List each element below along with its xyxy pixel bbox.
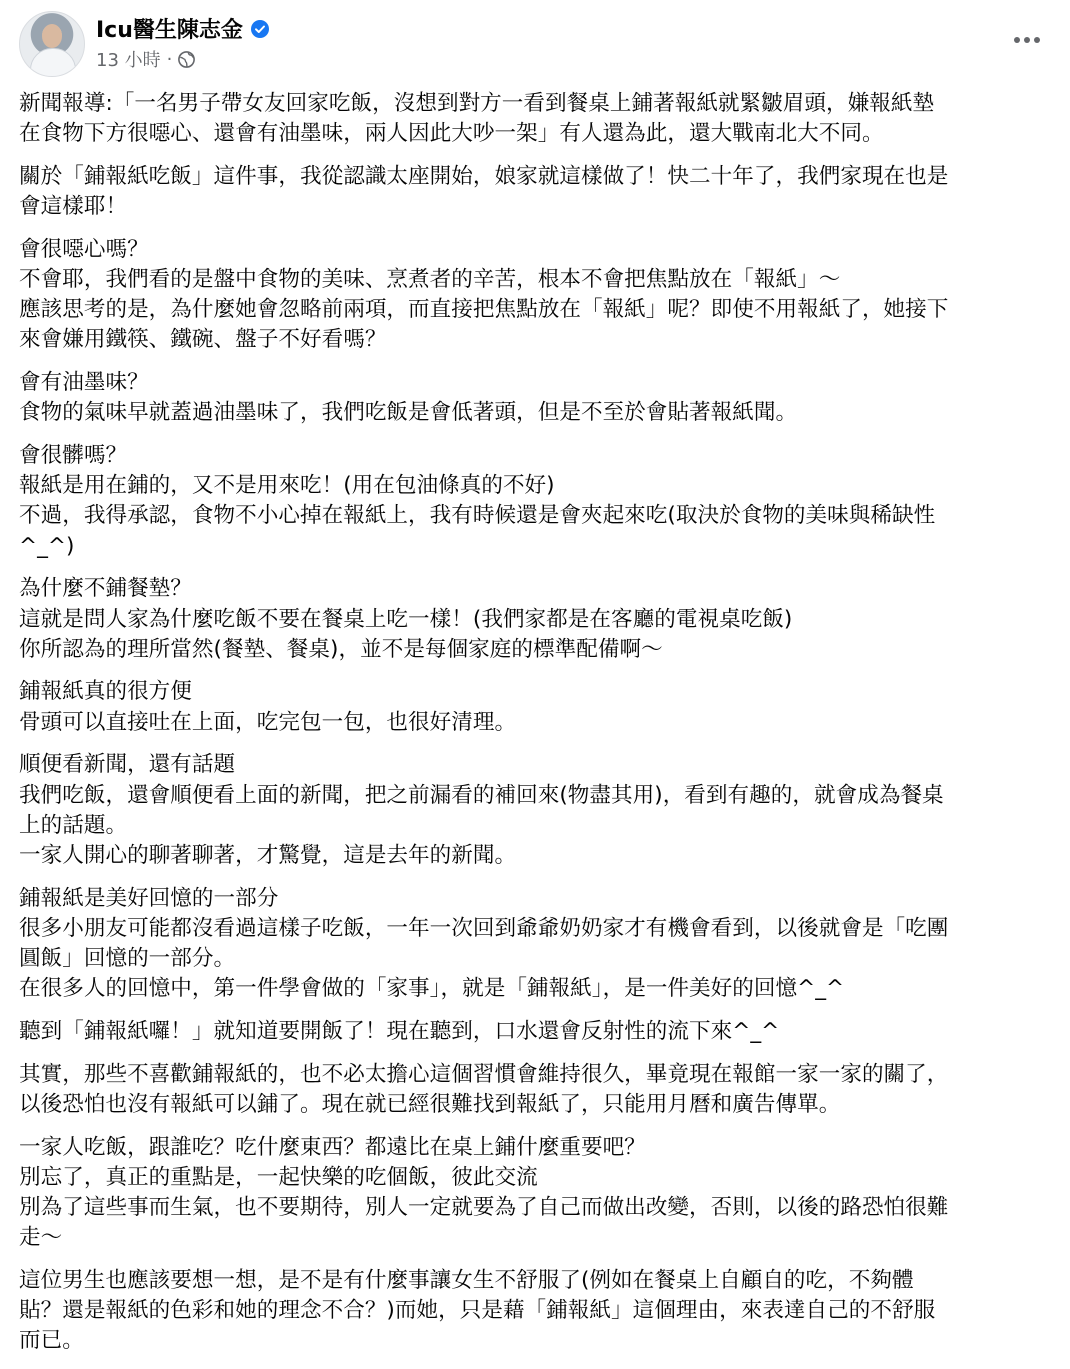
author-row: [96, 13, 269, 44]
avatar-coat-shape: [30, 48, 76, 77]
post-paragraph: 會很髒嗎？ 報紙是用在鋪的，又不是用來吃！(用在包油條真的不好) 不過，我得承認，食物不小心掉在報紙上，我有時候還是會夾起來吃(取決於食物的美味與稀缺性 ^_^): [19, 443, 936, 559]
post-paragraph: 鋪報紙是美好回憶的一部分 很多小朋友可能都沒看過這樣子吃飯，一年一次回到爺爺奶奶家才有機會看到，以後就會是「吃團 圓飯」回憶的一部分。 在很多人的回憶中，第一件學會做的「家事」，就是「鋪報紙」，是一件美好的回憶^_^: [19, 885, 949, 1002]
post-header: [0, 0, 1070, 86]
avatar-face-shape: [42, 24, 62, 48]
post-paragraph: 一家人吃飯，跟誰吃？吃什麼東西？都遠比在桌上鋪什麼重要吧？ 別忘了，真正的重點是，一起快樂的吃個飯，彼此交流 別為了這些事而生氣，也不要期待，別人一定就要為了自己而做出改變，否則，以後的路恐怕很難 走～: [19, 1134, 949, 1251]
post-paragraph: 為什麼不鋪餐墊？ 這就是問人家為什麼吃飯不要在餐桌上吃一樣！(我們家都是在客廳的電視桌吃飯) 你所認為的理所當然(餐墊、餐桌)，並不是每個家庭的標準配備啊～: [19, 576, 793, 662]
globe-icon[interactable]: [178, 51, 195, 68]
post-timestamp[interactable]: 13 小時: [96, 50, 161, 71]
post-paragraph: 這位男生也應該要想一想，是不是有什麼事讓女生不舒服了(例如在餐桌上自顧自的吃，不夠體 貼？還是報紙的色彩和她的理念不合？)而她，只是藉「鋪報紙」這個理由，來表達自己的不舒服 而已。: [19, 1267, 936, 1354]
post-paragraph: 鋪報紙真的很方便 骨頭可以直接吐在上面，吃完包一包，也很好清理。: [19, 679, 517, 735]
post-paragraph: 會很噁心嗎？ 不會耶，我們看的是盤中食物的美味、烹煮者的辛苦，根本不會把焦點放在「報紙」～ 應該思考的是，為什麼她會忽略前兩項，而直接把焦點放在「報紙」呢？即使不用報紙了，她接下 來會嫌用鐵筷、鐵碗、盤子不好看嗎？: [19, 236, 949, 353]
more-dot: [1034, 37, 1040, 43]
meta-separator: ·: [166, 48, 173, 70]
profile-avatar[interactable]: [19, 11, 85, 77]
more-dot: [1024, 37, 1030, 43]
post-paragraph: 會有油墨味？ 食物的氣味早就蓋過油墨味了，我們吃飯是會低著頭，但是不至於會貼著報紙聞。: [19, 370, 798, 426]
post-paragraph: 新聞報導:「一名男子帶女友回家吃飯，沒想到對方一看到餐桌上鋪著報紙就緊皺眉頭，嫌報紙墊 在食物下方很噁心、還會有油墨味，兩人因此大吵一架」有人還為此，還大戰南北大不同。: [19, 91, 935, 147]
author-name[interactable]: Icu醫生陳志金: [96, 18, 243, 43]
post-paragraph: 順便看新聞，還有話題 我們吃飯，還會順便看上面的新聞，把之前漏看的補回來(物盡其用)，看到有趣的，就會成為餐桌 上的話題。 一家人開心的聊著聊著，才驚覺，這是去年的新聞。: [19, 752, 944, 868]
post-paragraph: 聽到「鋪報紙囉！」就知道要開飯了！現在聽到，口水還會反射性的流下來^_^: [19, 1018, 780, 1044]
post-paragraph: 關於「鋪報紙吃飯」這件事，我從認識太座開始，娘家就這樣做了！快二十年了，我們家現在也是 會這樣耶！: [19, 163, 949, 220]
verified-badge-icon: [251, 20, 269, 38]
post-meta: [96, 46, 195, 72]
more-dot: [1014, 37, 1020, 43]
post-paragraph: 其實，那些不喜歡鋪報紙的，也不必太擔心這個習慣會維持很久，畢竟現在報館一家一家的關了， 以後恐怕也沒有報紙可以鋪了。現在就已經很難找到報紙了，只能用月曆和廣告傳單。: [19, 1061, 949, 1117]
post-body: [19, 89, 1055, 1369]
more-options-icon[interactable]: [1000, 22, 1054, 58]
